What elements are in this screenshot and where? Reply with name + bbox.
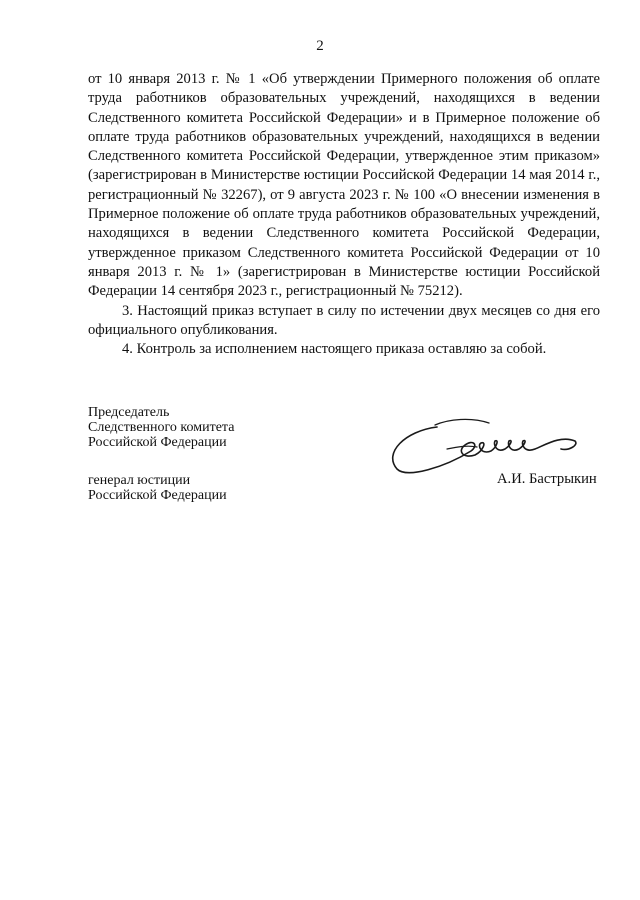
page-number: 2: [316, 38, 324, 54]
signatory-block: [88, 405, 234, 503]
signer-name: А.И. Бастрыкин: [497, 471, 597, 487]
signatory-title-line: Российской Федерации: [88, 435, 227, 450]
document-body: [88, 70, 600, 359]
signatory-title-line: Председатель: [88, 405, 170, 420]
signatory-rank-line: Российской Федерации: [88, 488, 227, 503]
paragraph-item-3: 3. Настоящий приказ вступает в силу по истечении двух месяцев со дня его официального опубликования.: [88, 302, 600, 338]
signatory-title-line: Следственного комитета: [88, 420, 235, 435]
paragraph-continuation: от 10 января 2013 г. № 1 «Об утверждении Примерного положения об оплате труда работников образовательных учреждений, находящихся в ведении Следственного комитета Российской Федерации» и в Примерное положение об оплате труда работников образовательных учреждений, находящихся в ведении Следственного комитета Российской Федерации, утвержденное этим приказом» (зарегистрирован в Министерстве юстиции Российской Федерации 14 мая 2014 г., регистрационный № 32267), от 9 августа 2023 г. № 100 «О внесении изменения в Примерное положение об оплате труда работников образовательных учреждений, находящихся в ведении Следственного комитета Российской Федерации, утвержденное приказом Следственного комитета Российской Федерации от 10 января 2013 г. № 1» (зарегистрирован в Министерстве юстиции Российской Федерации 14 сентября 2023 г., регистрационный № 75212).: [88, 71, 600, 300]
signatory-rank-line: генерал юстиции: [88, 473, 191, 488]
paragraph-item-4: 4. Контроль за исполнением настоящего приказа оставляю за собой.: [122, 341, 547, 358]
